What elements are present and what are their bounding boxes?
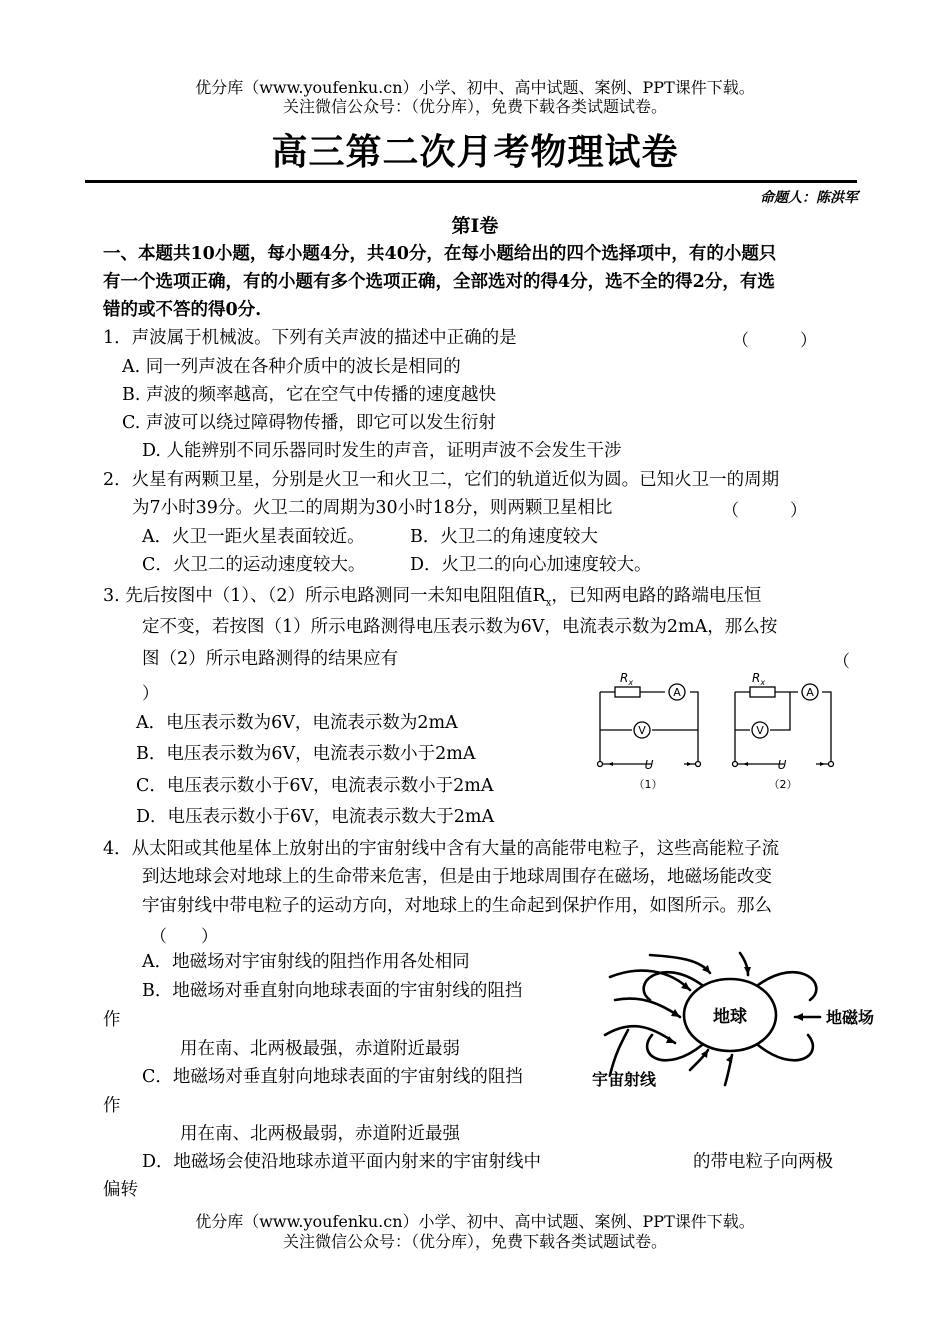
circuit-1-voltmeter-label: V [638, 724, 646, 737]
q4-option-d-1: D．地磁场会使沿地球赤道平面内射来的宇宙射线中 [142, 1152, 542, 1172]
q4-option-a: A．地磁场对宇宙射线的阻挡作用各处相同 [142, 952, 470, 972]
q3-rx-subscript: x [545, 597, 552, 609]
circuit-1-terminal-left [598, 762, 603, 767]
circuit-1-wires [600, 692, 698, 764]
q4-stem-3: 宇宙射线中带电粒子的运动方向，对地球上的生命起到保护作用，如图所示。那么 [142, 896, 772, 916]
q3-circuit-figure [590, 668, 850, 798]
q4-option-b-1: B．地磁场对垂直射向地球表面的宇宙射线的阻挡 [142, 981, 523, 1001]
q3-option-a: A．电压表示数为6V，电流表示数为2mA [136, 713, 458, 733]
circuit-2-terminal-right [829, 762, 834, 767]
q4-option-c-1: C．地磁场对垂直射向地球表面的宇宙射线的阻挡 [142, 1067, 523, 1087]
footer-line-1: 优分库（www.youfenku.cn）小学、初中、高中试题、案例、PPT课件下载。 [195, 1212, 755, 1231]
q1-option-d: D. 人能辨别不同乐器同时发生的声音，证明声波不会发生干涉 [142, 441, 622, 461]
header-line-2: 关注微信公众号：（优分库），免费下载各类试题试卷。 [282, 97, 667, 116]
q3-option-b: B．电压表示数为6V，电流表示数小于2mA [136, 744, 476, 764]
circuit-1-terminal-right [696, 762, 701, 767]
ray-4 [650, 955, 710, 973]
earth-label: 地球 [713, 1007, 747, 1027]
q2-stem-2: 为7小时39分。火卫二的周期为30小时18分，则两颗卫星相比 [132, 498, 613, 518]
q4-option-c-2: 用在南、北两极最弱，赤道附近最强 [180, 1124, 460, 1144]
header-line-1: 优分库（www.youfenku.cn）小学、初中、高中试题、案例、PPT课件下载。 [195, 78, 755, 97]
q4-option-b-2: 用在南、北两极最强，赤道附近最弱 [180, 1039, 460, 1059]
title-rule [85, 180, 857, 183]
q4-option-d-1b: 的带电粒子向两极 [693, 1152, 833, 1172]
q2-option-a: A．火卫一距火星表面较近。 [142, 527, 365, 547]
circuit-2-u-label: U [777, 758, 787, 772]
circuit-1-rx-label: $R_x$ [620, 671, 634, 687]
q4-stem-1: 4．从太阳或其他星体上放射出的宇宙射线中含有大量的高能带电粒子，这些高能粒子流 [103, 839, 780, 859]
circuit-2-ammeter-label: A [806, 686, 814, 699]
ray-3 [605, 1026, 675, 1043]
q1-answer-paren: （ ） [732, 331, 817, 351]
instructions-line-2: 有一个选项正确，有的小题有多个选项正确，全部选对的得4分，选不全的得2分，有选 [103, 272, 775, 292]
footer-line-2: 关注微信公众号：（优分库），免费下载各类试题试卷。 [282, 1232, 667, 1251]
circuit-2-wires [735, 692, 831, 764]
q2-option-d: D．火卫二的向心加速度较大。 [410, 555, 652, 575]
q1-option-b: B. 声波的频率越高，它在空气中传播的速度越快 [122, 385, 496, 405]
q2-stem-1: 2．火星有两颗卫星，分别是火卫一和火卫二，它们的轨道近似为圆。已知火卫一的周期 [103, 470, 780, 490]
circuit-1-resistor [615, 687, 640, 697]
cosmic-rays-label: 宇宙射线 [592, 1070, 657, 1089]
q3-paren-close: ） [142, 684, 159, 704]
circuit-1-caption: （1） [633, 778, 663, 791]
q3-stem-3: 图（2）所示电路测得的结果应有 [142, 649, 399, 669]
q2-option-c: C．火卫二的运动速度较大。 [142, 555, 366, 575]
q3-option-c: C．电压表示数小于6V，电流表示数小于2mA [136, 776, 494, 796]
q1-option-c: C. 声波可以绕过障碍物传播，即它可以发生衍射 [122, 413, 496, 433]
instructions-line-1: 一、本题共10小题，每小题4分，共40分，在每小题给出的四个选择项中，有的小题只 [103, 244, 777, 264]
q3-stem-1-b: ，已知两电路的路端电压恒 [551, 586, 762, 606]
circuit-2-voltmeter-label: V [756, 724, 764, 737]
circuit-2-rx-label: $R_x$ [752, 671, 766, 687]
q4-option-b-wrap: 作 [103, 1010, 121, 1030]
field-line-bottom [647, 1035, 813, 1060]
circuit-1-ammeter-label: A [673, 686, 681, 699]
circuit-2-terminal-left [733, 762, 738, 767]
q3-stem-2: 定不变，若按图（1）所示电路测得电压表示数为6V，电流表示数为2mA，那么按 [142, 617, 778, 637]
q3-paren-open: （ [833, 652, 850, 672]
q4-answer-paren: （ ） [150, 927, 218, 947]
circuit-2-resistor [750, 687, 775, 697]
q3-stem-1-a: 3. 先后按图中（1）、（2）所示电路测同一未知电阻阻值R [103, 586, 546, 606]
magnetic-field-label: 地磁场 [826, 1008, 875, 1027]
circuit-2-caption: （2） [768, 778, 798, 791]
instructions-line-3: 错的或不答的得0分. [103, 300, 262, 320]
q4-option-d-2: 偏转 [103, 1180, 138, 1200]
section-title: 第Ⅰ卷 [451, 215, 499, 237]
ray-2 [615, 999, 680, 1017]
q1-option-a: A. 同一列声波在各种介质中的波长是相同的 [122, 357, 461, 377]
q3-option-d: D．电压表示数小于6V，电流表示数大于2mA [136, 807, 495, 827]
q2-answer-paren: （ ） [722, 501, 807, 521]
q4-option-c-wrap: 作 [103, 1096, 121, 1116]
q2-option-b: B．火卫二的角速度较大 [410, 527, 598, 547]
ray-8 [610, 1030, 628, 1075]
page-title: 高三第二次月考物理试卷 [271, 132, 679, 173]
q1-stem: 1．声波属于机械波。下列有关声波的描述中正确的是 [103, 328, 517, 348]
q4-stem-2: 到达地球会对地球上的生命带来危害，但是由于地球周围存在磁场，地磁场能改变 [142, 867, 772, 887]
author: 命题人：陈洪军 [760, 190, 858, 206]
q3-stem-1 [103, 584, 761, 616]
q4-earth-figure [590, 945, 890, 1100]
circuit-1-u-label: U [644, 758, 654, 772]
